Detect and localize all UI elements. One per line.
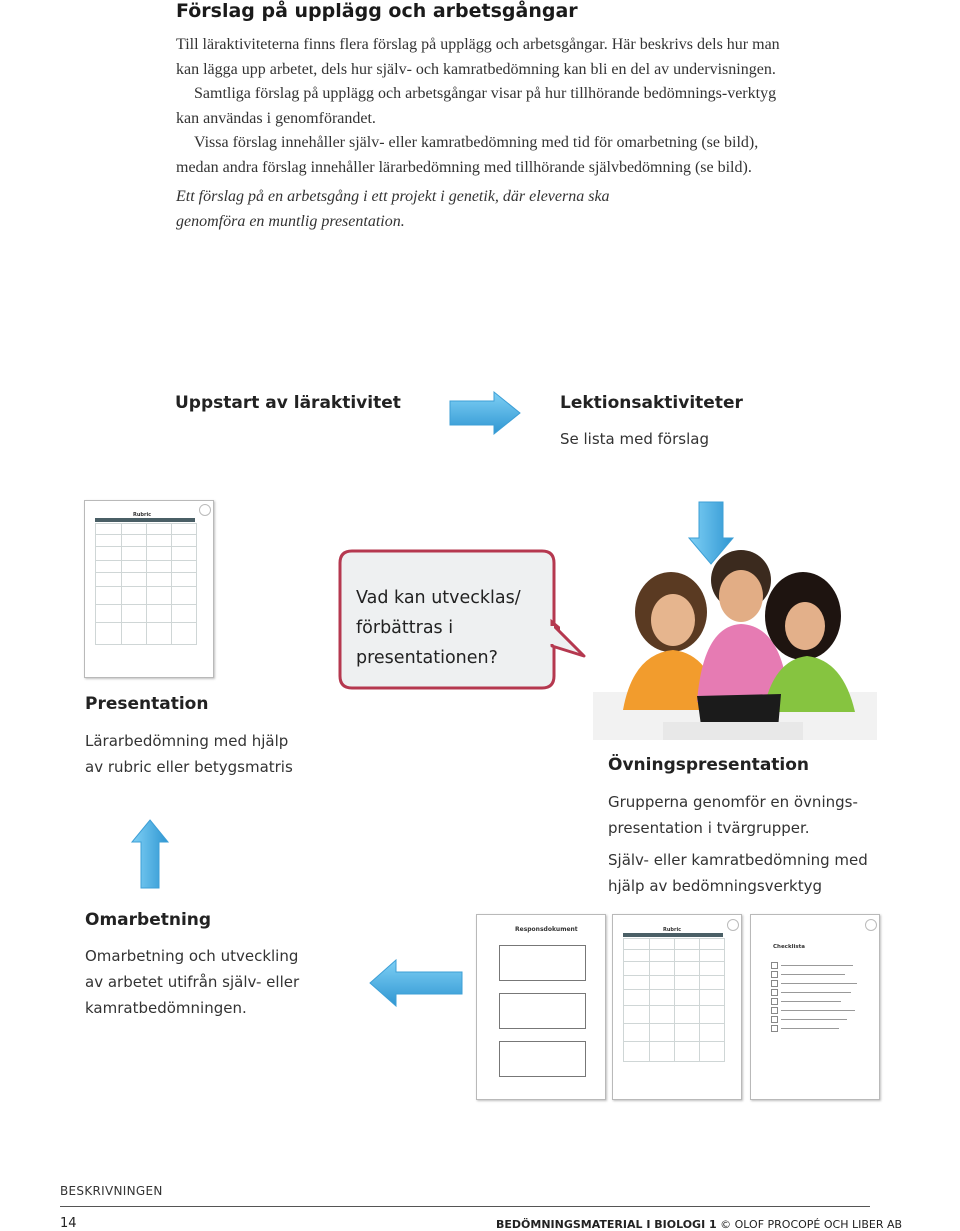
response-box-1 (499, 945, 586, 981)
rubric-header-band (95, 518, 195, 522)
omarbetning-text: Omarbetning och utveckling av arbetet utifrån själv- eller kamratbedömningen. (85, 947, 300, 1017)
omarbetning-title: Omarbetning (85, 910, 212, 930)
footer-credit (496, 1218, 902, 1231)
uppstart-title: Uppstart av läraktivitet (175, 393, 401, 413)
footer-section: BESKRIVNINGEN (60, 1184, 163, 1198)
rubric-grid (95, 523, 197, 645)
speech-bubble-tail (550, 620, 586, 660)
page-number: 14 (60, 1216, 77, 1231)
presentation-text: Lärarbedömning med hjälp av rubric eller betygsmatris (85, 732, 293, 776)
checklista-title: Checklista (773, 944, 805, 950)
respons-title: Responsdokument (515, 926, 578, 933)
response-box-3 (499, 1041, 586, 1077)
presentation-title: Presentation (85, 694, 209, 714)
arrow-left-icon (368, 958, 464, 1008)
ovning-title: Övningspresentation (608, 755, 810, 775)
paragraph-4: Ett förslag på en arbetsgång i ett projekt i genetik, där eleverna ska genomföra en muntlig presentation. (176, 188, 610, 230)
seal-icon-2 (727, 919, 739, 931)
students-photo (593, 542, 877, 740)
paragraph-3: Vissa förslag innehåller själv- eller kamratbedömning med tid för omarbetning (se bild), medan andra förslag innehåller lärarbedömning med tillhörande självbedömning (se bild). (176, 134, 759, 176)
page-title: Förslag på upplägg och arbetsgångar (176, 0, 578, 22)
rubric-header-band-2 (623, 933, 723, 937)
footer-book: BEDÖMNINGSMATERIAL I BIOLOGI 1 (496, 1218, 717, 1231)
lektion-title: Lektionsaktiviteter (560, 393, 743, 413)
students-illustration (593, 542, 877, 740)
rubric-title-2: Rubric (663, 927, 682, 933)
response-box-2 (499, 993, 586, 1029)
arrow-up-icon (130, 818, 170, 890)
ovning-text-1: Grupperna genomför en övnings-presentation i tvärgrupper. (608, 793, 858, 837)
lektion-text: Se lista med förslag (560, 430, 709, 448)
checklista-document (750, 914, 880, 1100)
seal-icon (199, 504, 211, 516)
footer-copyright: © OLOF PROCOPÉ OCH LIBER AB (720, 1218, 903, 1231)
arrow-right-icon (448, 390, 522, 436)
paragraph-1: Till läraktiviteterna finns flera förslag på upplägg och arbetsgångar. Här beskrivs dels hur man kan lägga upp arbetet, dels hur själv- och kamratbedömning kan bli en del av undervisningen. (176, 36, 780, 78)
footer-divider (60, 1206, 870, 1207)
rubric-document-2 (612, 914, 742, 1100)
respons-document (476, 914, 606, 1100)
seal-icon-3 (865, 919, 877, 931)
paragraph-2: Samtliga förslag på upplägg och arbetsgångar visar på hur tillhörande bedömnings-verktyg kan användas i genomförandet. (176, 85, 777, 127)
rubric-document (84, 500, 214, 678)
bubble-text: Vad kan utvecklas/ förbättras i presentationen? (356, 588, 521, 668)
rubric-title: Rubric (133, 512, 152, 518)
ovning-text-2: Själv- eller kamratbedömning med hjälp av bedömningsverktyg (608, 851, 868, 895)
intro-text (176, 33, 796, 234)
rubric-grid-2 (623, 938, 725, 1062)
